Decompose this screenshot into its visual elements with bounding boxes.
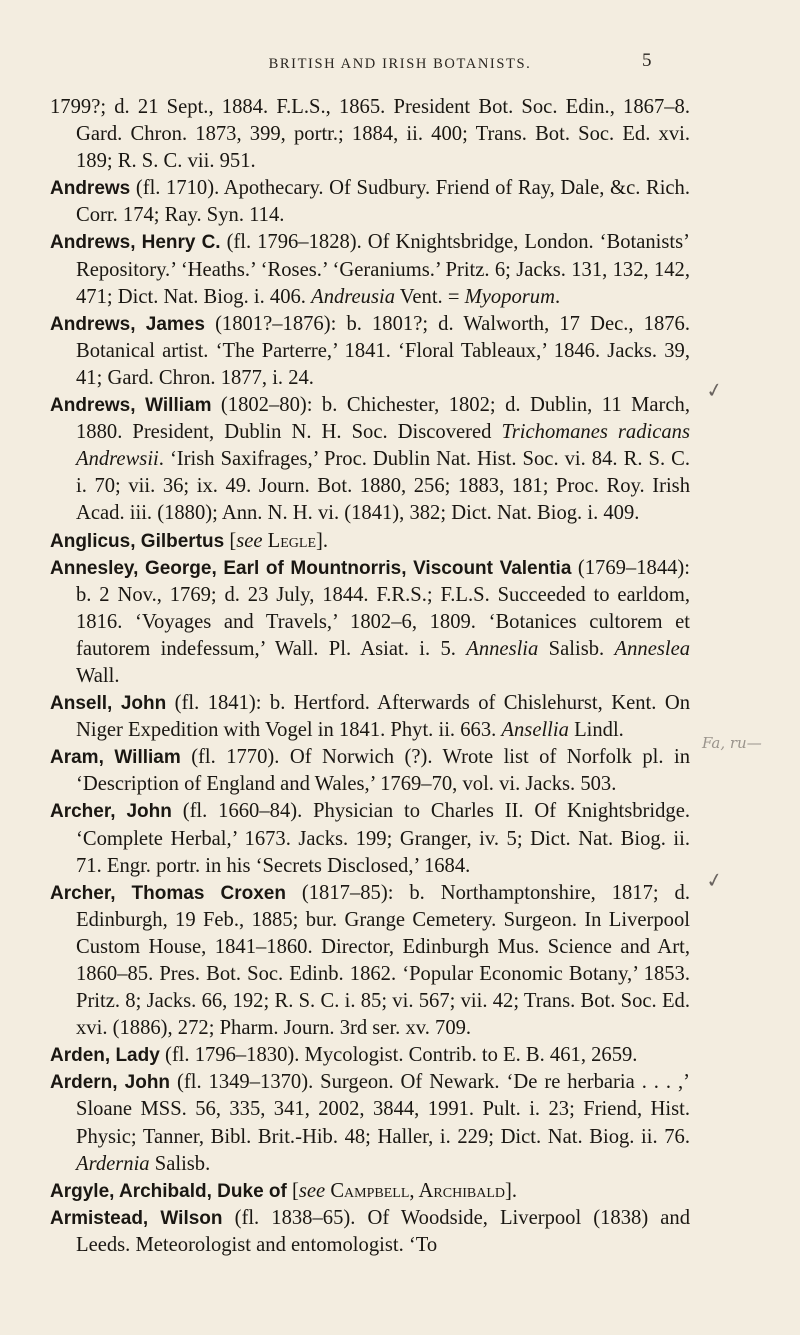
entries-column bbox=[50, 94, 690, 1259]
page-number: 5 bbox=[642, 50, 652, 71]
entry-andrews-william: Andrews, William (1802–80): b. Chichester, 1802; d. Dublin, 11 March, 1880. President, Dublin N. H. Soc. Discovered Trichomanes radicans Andrewsii. ‘Irish Saxifrages,’ Proc. Dublin Nat. Hist. Soc. vi. 84. R. S. C. i. 70; vii. 36; ix. 49. Journ. Bot. 1880, 256; 1883, 181; Proc. Roy. Irish Acad. iii. (1880); Ann. N. H. vi. (1841), 382; Dict. Nat. Biog. i. 409. bbox=[50, 394, 690, 525]
check-mark-icon: ✓ bbox=[704, 866, 725, 894]
entry-name: Archer, Thomas Croxen bbox=[50, 882, 286, 904]
entry-andrews-henry: Andrews, Henry C. (fl. 1796–1828). Of Knightsbridge, London. ‘Botanists’ Repository.’ ‘Heaths.’ ‘Roses.’ ‘Geraniums.’ Pritz. 6; Jacks. 131, 132, 142, 471; Dict. Nat. Biog. i. 406. Andreusia Vent. = Myoporum. bbox=[50, 231, 690, 308]
entry-name: Anglicus, Gilbertus bbox=[50, 530, 225, 552]
entry-name: Archer, John bbox=[50, 801, 172, 823]
entry-name: Ardern, John bbox=[50, 1072, 171, 1094]
entry-anglicus: Anglicus, Gilbertus [see Legle]. bbox=[50, 529, 329, 552]
running-head: BRITISH AND IRISH BOTANISTS. bbox=[268, 56, 532, 72]
pencil-annotation: Fa, ru— bbox=[702, 734, 762, 752]
entry-arden: Arden, Lady (fl. 1796–1830). Mycologist. Contrib. to E. B. 461, 2659. bbox=[50, 1044, 638, 1067]
entry-name: Aram, William bbox=[50, 747, 181, 769]
entry-archer-john: Archer, John (fl. 1660–84). Physician to Charles II. Of Knightsbridge. ‘Complete Herbal,’ 1673. Jacks. 199; Granger, iv. 5; Dict. Nat. Biog. ii. 71. Engr. portr. in his ‘Secrets Disclosed,’ 1684. bbox=[50, 800, 690, 877]
entry-andrews: Andrews (fl. 1710). Apothecary. Of Sudbury. Friend of Ray, Dale, &c. Rich. Corr. 174; Ray. Syn. 114. bbox=[50, 177, 690, 227]
entry-name: Annesley, George, Earl of Mountnorris, Viscount Valentia bbox=[50, 557, 572, 579]
entry-ansell: Ansell, John (fl. 1841): b. Hertford. Afterwards of Chislehurst, Kent. On Niger Expedition with Vogel in 1841. Phyt. ii. 663. Ansellia Lindl. bbox=[50, 692, 690, 742]
entry-name: Andrews, William bbox=[50, 395, 212, 417]
entry-aram: Aram, William (fl. 1770). Of Norwich (?). Wrote list of Norfolk pl. in ‘Description of England and Wales,’ 1769–70, vol. vi. Jacks. 503. bbox=[50, 746, 690, 796]
entry-name: Armistead, Wilson bbox=[50, 1207, 223, 1229]
entry-name: Argyle, Archibald, Duke of bbox=[50, 1180, 287, 1202]
check-mark-icon: ✓ bbox=[704, 376, 725, 404]
entry-armistead: Armistead, Wilson (fl. 1838–65). Of Woodside, Liverpool (1838) and Leeds. Meteorologist and entomologist. ‘To bbox=[50, 1206, 690, 1256]
entry-andrews-james: Andrews, James (1801?–1876): b. 1801?; d. Walworth, 17 Dec., 1876. Botanical artist. ‘The Parterre,’ 1841. ‘Floral Tableaux,’ 1846. Jacks. 39, 41; Gard. Chron. 1877, i. 24. bbox=[50, 312, 690, 389]
entry-name: Arden, Lady bbox=[50, 1045, 160, 1067]
entry-name: Andrews, James bbox=[50, 313, 205, 335]
entry-name: Ansell, John bbox=[50, 693, 167, 715]
entry-argyle: Argyle, Archibald, Duke of [see Campbell, Archibald]. bbox=[50, 1179, 517, 1202]
entry-archer-thomas: Archer, Thomas Croxen (1817–85): b. Northamptonshire, 1817; d. Edinburgh, 19 Feb., 1885; bur. Grange Cemetery. Surgeon. In Liverpool Custom House, 1841–1860. Director, Edinburgh Mus. Science and Art, 1860–85. Pres. Bot. Soc. Edinb. 1862. ‘Popular Economic Botany,’ 1853. Pritz. 8; Jacks. 66, 192; R. S. C. i. 85; vi. 567; vii. 42; Trans. Bot. Soc. Ed. xvi. (1886), 272; Pharm. Journ. 3rd ser. xv. 709. bbox=[50, 881, 691, 1040]
entry-annesley: Annesley, George, Earl of Mountnorris, Viscount Valentia (1769–1844): b. 2 Nov., 1769; d. 23 July, 1844. F.R.S.; F.L.S. Succeeded to earldom, 1816. ‘Voyages and Travels,’ 1802–6, 1809. ‘Botanices cultorem et fautorem indefessum,’ Wall. Pl. Asiat. i. 5. Anneslia Salisb. Anneslea Wall. bbox=[50, 556, 691, 687]
entry-name: Andrews, Henry C. bbox=[50, 232, 221, 254]
entry-continuation: 1799?; d. 21 Sept., 1884. F.L.S., 1865. President Bot. Soc. Edin., 1867–8. Gard. Chron. 1873, 399, portr.; 1884, ii. 400; Trans. Bot. Soc. Ed. xvi. 189; R. S. C. vii. 951. bbox=[50, 96, 690, 173]
entry-ardern: Ardern, John (fl. 1349–1370). Surgeon. Of Newark. ‘De re herbaria . . . ,’ Sloane MSS. 56, 335, 341, 2002, 3844, 1991. Pult. i. 23; Friend, Hist. Physic; Tanner, Bibl. Brit.-Hib. 48; Haller, i. 229; Dict. Nat. Biog. ii. 76. Ardernia Salisb. bbox=[50, 1071, 691, 1175]
entry-name: Andrews bbox=[50, 178, 131, 200]
